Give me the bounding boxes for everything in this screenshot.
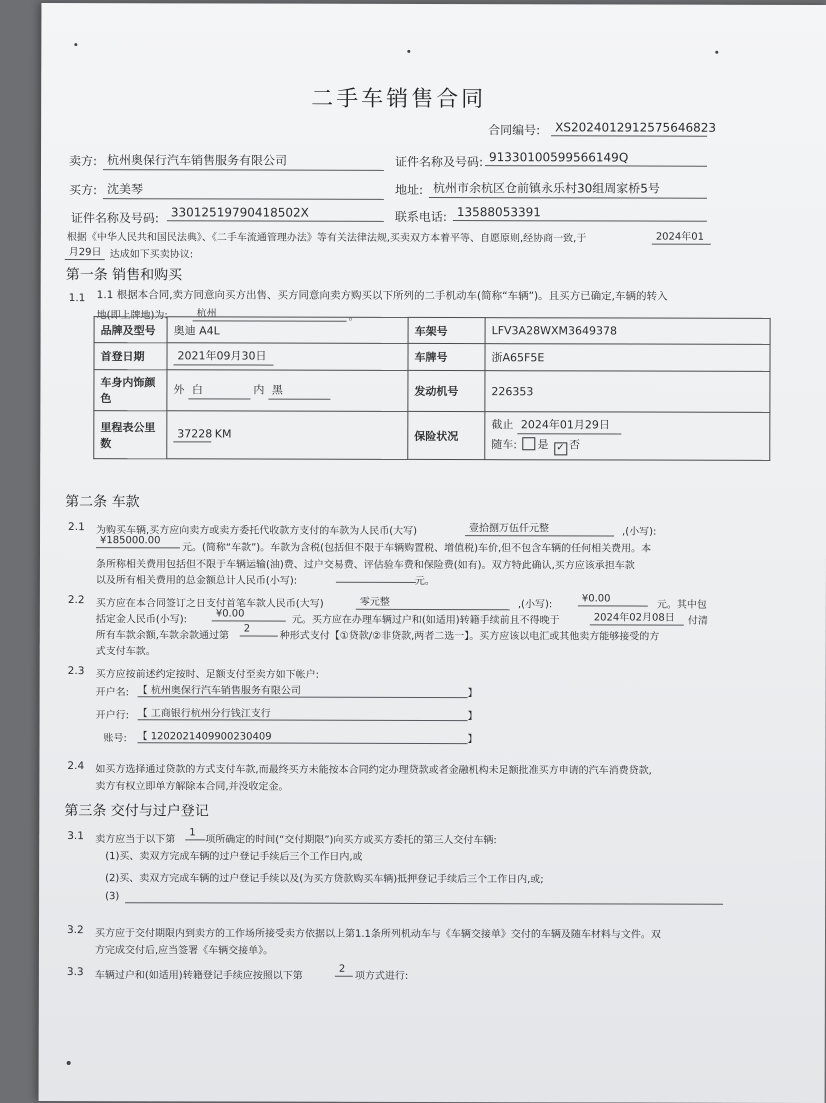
clause-2-2-a: 买方应在本合同签订之日支付首笔车款人民币(大写) <box>95 598 324 610</box>
insurance-until-value: 2024年01月29日 <box>517 416 621 434</box>
clause-end: 。 <box>348 311 359 323</box>
clause-text: 1.1 根据本合同,卖方同意向买方出售、买方同意向卖方购买以下所列的二手机动车(简称“车辆”)。且买方已确定,车辆的转入 <box>96 289 668 303</box>
delivery-item-no: 1 <box>185 827 205 840</box>
section-3-title: 第三条 交付与过户登记 <box>64 803 209 820</box>
page-title: 二手车销售合同 <box>311 86 487 113</box>
seller-label: 卖方: <box>69 154 98 169</box>
clause-number: 3.1 <box>67 830 84 843</box>
paper-mark <box>74 43 77 46</box>
no-checkbox[interactable]: ✓ <box>554 442 567 455</box>
contract-no-value: XS20240129125756468​23 <box>551 120 707 136</box>
engine-label: 发动机号 <box>408 370 485 411</box>
insurance-value <box>485 412 770 461</box>
clause-number: 2.3 <box>67 665 85 678</box>
exterior-label: 外 <box>173 383 185 397</box>
clause-3-2-b: 方完成交付后,应当签署《车辆交接单》。 <box>94 945 274 957</box>
account-no-label: 账号: <box>103 733 127 745</box>
buyer-addr-label: 地址: <box>394 182 424 197</box>
buyer-id-label: 证件名称及号码: <box>70 211 159 226</box>
option-2: (2)买、卖双方完成车辆的过户登记手续以及(为买方贷款购买车辆)抵押登记手续后三个工作日内,或; <box>105 873 544 886</box>
reg-date-label: 首登日期 <box>94 343 167 370</box>
clause-number: 2.1 <box>68 521 85 534</box>
clause-3-2-a: 买方应于交付期限内到卖方的工作场所接受卖方依据以上第1.1条所列机动车与《车辆交接单》交付的车辆及随车材料与文件。双 <box>94 928 661 941</box>
bank-value: 工商银行杭州分行钱江支行 <box>150 708 271 720</box>
seller-id-label: 证件名称及号码: <box>395 154 484 170</box>
clause-number: 2.4 <box>67 760 85 773</box>
transfer-place-label: 地(即上牌地)为: <box>96 310 168 322</box>
interior-value: 黑 <box>268 382 330 400</box>
payment-method-no: 2 <box>240 623 278 636</box>
payment-deadline: 2024年02月08日 <box>590 608 684 625</box>
buyer-phone-value: 13588053391 <box>453 205 707 222</box>
intro-line1: 根据《中华人民共和国民法典》、《二手车流通管理办法》等有关法律法规,买卖双方本着平等、自愿原则,经协商一致,于 <box>66 232 587 245</box>
buyer-addr-value: 杭州市余杭区仓前镇永乐村30组周家桥5号 <box>429 179 707 199</box>
seller-id-value: 91330100599566149Q <box>485 150 707 167</box>
clause-2-2-e: 付清 <box>687 615 708 627</box>
small-amount-label: ,(小写): <box>622 526 657 538</box>
paper-mark <box>715 51 718 54</box>
clause-number: 3.2 <box>66 924 84 937</box>
clause-number: 3.3 <box>66 966 84 979</box>
vin-value: LFV3A28WXM3649378 <box>485 318 770 345</box>
intro-line2: 达成如下买卖协议: <box>109 249 194 261</box>
brand-label: 品牌及型号 <box>94 317 167 343</box>
contract-no-label: 合同编号: <box>488 123 541 138</box>
option-3: (3) <box>105 891 120 903</box>
buyer-id-value: 33012519790418502X <box>167 205 384 222</box>
clause-2-2-c: 括定金人民币(小写): <box>95 614 188 626</box>
clause-2-1-b: 元。(简称“车款”)。车款为含税(包括但不限于车辆购置税、增值税)车价,但不包含车辆的任何相关费用。本 <box>181 542 652 555</box>
mileage-label: 里程表公里数 <box>94 411 167 459</box>
reg-date-value <box>167 343 408 371</box>
total-amount-big: 壹拾捌万伍仟元整 <box>465 519 614 536</box>
transfer-place-value: 杭州 <box>193 304 347 321</box>
intro-date-b: 月29日 <box>65 243 105 260</box>
clause-1-1 <box>97 287 737 306</box>
no-label: 否 <box>568 438 581 452</box>
clause-2-1-a: 为购买车辆,买方应向卖方或卖方委托代收款方支付的车款为人民币(大写) <box>96 525 418 537</box>
bank-field <box>138 704 468 721</box>
clause-2-2-b: 元。其中包 <box>656 599 707 611</box>
brand-value: 奥迪 A4L <box>167 317 408 344</box>
interior-label: 内 <box>253 383 265 397</box>
with-car-label: 随车: <box>491 438 518 452</box>
color-value <box>167 370 408 412</box>
first-small-label: ,(小写): <box>517 599 553 611</box>
transfer-way-no: 2 <box>335 964 353 977</box>
clause-2-3: 买方应按前述约定按时、足额支付至卖方如下帐户: <box>95 669 320 681</box>
paper-mark <box>67 1061 71 1065</box>
account-name-label: 开户名: <box>95 687 130 699</box>
buyer-label: 买方: <box>68 183 98 198</box>
account-name-field <box>138 681 468 698</box>
engine-value: 226353 <box>485 371 770 413</box>
clause-2-4-b: 卖方有权立即单方解除本合同,并没收定金。 <box>95 781 289 793</box>
clause-3-3-b: 项方式进行: <box>354 970 409 982</box>
account-no-value: 1202021409900230409 <box>150 731 272 743</box>
option-3-blank <box>125 902 723 905</box>
total-fees-blank <box>336 570 416 583</box>
total-amount-small: ¥185000.00 <box>96 535 180 548</box>
section-2-title: 第二条 车款 <box>65 494 140 511</box>
deposit-amount: ¥0.00 <box>212 608 286 621</box>
bracket-left: 【 <box>137 731 148 743</box>
mileage-unit: KM <box>214 427 232 441</box>
bracket-left: 【 <box>137 708 148 720</box>
paper-mark <box>407 50 410 53</box>
buyer-name: 沈美琴 <box>103 180 384 200</box>
clause-2-1-d: 以及所有相关费用的总金额总计人民币(小写): <box>95 575 298 587</box>
insurance-until-label: 截止 <box>491 418 514 432</box>
account-name-value: 杭州奥保行汽车销售服务有限公司 <box>150 685 301 697</box>
option-1: (1)买、卖双方完成车辆的过户登记手续后三个工作日内,或 <box>105 851 363 863</box>
mileage-value <box>167 411 408 460</box>
clause-2-2-f: 所有车款余额,车款余款通过第 <box>95 630 229 642</box>
exterior-value: 白 <box>188 381 250 399</box>
clause-2-2-d: 元。买方应在办理车辆过户和(如适用)转籍手续前且不得晚于 <box>291 614 560 627</box>
clause-2-1-c: 条所称相关费用包括但不限于车辆运输(油)费、过户交易费、评估验车费和保险费(如有)。双方特此确认,买方应该承担车款 <box>95 559 635 572</box>
clause-3-3-a: 车辆过户和(如适用)转籍登记手续应按照以下第 <box>94 970 303 982</box>
bracket-right: 】 <box>467 688 478 700</box>
yes-label: 是 <box>537 438 549 452</box>
intro-date-a: 2024年01 <box>652 228 711 245</box>
plate-value: 浙A65F5E <box>485 344 770 372</box>
clause-2-2-h: 式支付车款。 <box>95 646 156 658</box>
clause-2-1-e: 元。 <box>414 575 435 588</box>
mileage-number: 37228 <box>173 427 211 442</box>
plate-label: 车牌号 <box>408 343 485 370</box>
color-label: 车身内饰颜色 <box>94 370 167 411</box>
buyer-phone-label: 联系电话: <box>394 209 447 225</box>
vin-label: 车架号 <box>408 317 485 343</box>
clause-2-2-g: 种形式支付【①贷款/②非贷款,两者二选一】。买方应该以电汇或其他卖方能够接受的方 <box>279 630 660 643</box>
bracket-left: 【 <box>137 685 148 697</box>
vehicle-info-table <box>93 316 770 461</box>
clause-3-1-a: 卖方应当于以下第 <box>95 834 176 846</box>
insurance-label: 保险状况 <box>408 411 485 459</box>
bracket-right: 】 <box>467 734 478 746</box>
bank-label: 开户行: <box>95 710 129 722</box>
contract-page <box>39 3 826 1103</box>
reg-date-text: 2021年09月30日 <box>173 347 273 365</box>
clause-2-4-a: 如买方选择通过贷款的方式支付车款,而最终买方未能按本合同约定办理贷款或者金融机构未足额批准买方申请的汽车消费贷款, <box>95 764 652 777</box>
seller-name: 杭州奥保行汽车销售服务有限公司 <box>103 151 384 171</box>
account-no-field <box>138 727 468 744</box>
clause-number: 1.1 <box>68 292 86 305</box>
first-payment-big: 零元整 <box>356 593 510 610</box>
section-1-title: 第一条 销售和购买 <box>65 267 183 284</box>
clause-number: 2.2 <box>67 594 85 607</box>
bracket-right: 】 <box>467 711 478 723</box>
yes-checkbox[interactable] <box>522 437 535 450</box>
clause-3-1-b: 项所确定的时间(“交付期限”)向买方或买方委托的第三人交付车辆: <box>205 834 497 847</box>
first-payment-small: ¥0.00 <box>578 593 648 606</box>
